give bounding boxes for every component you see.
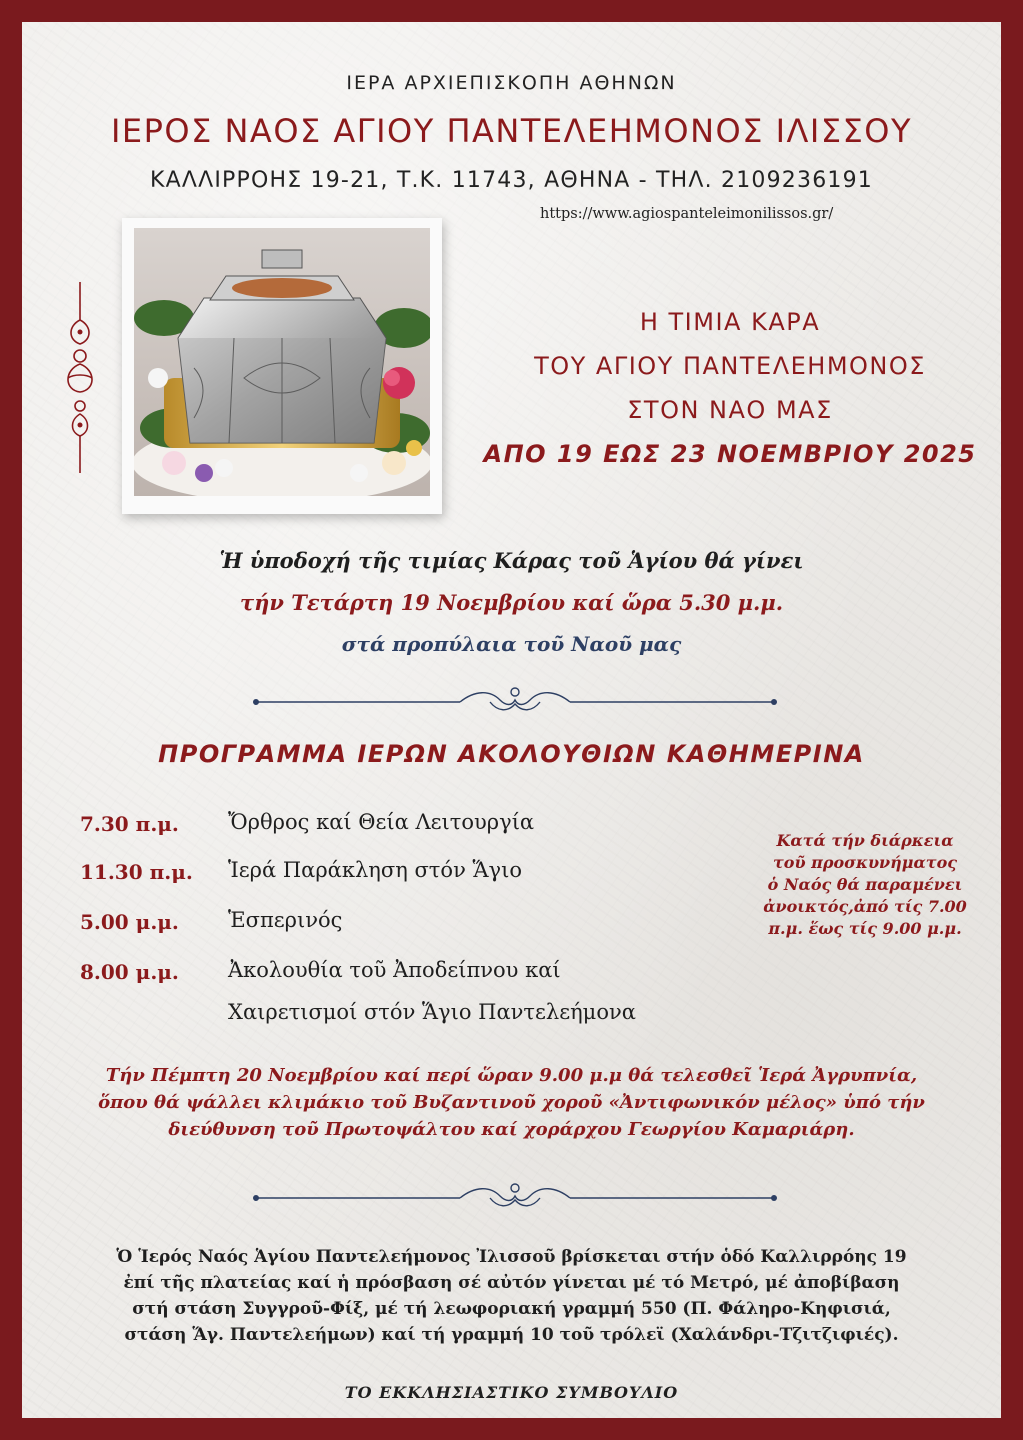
church-address: ΚΑΛΛΙΡΡΟΗΣ 19-21, Τ.Κ. 11743, ΑΘΗΝΑ - ΤΗΛ. 2109236191	[149, 168, 873, 193]
location-line: Ὁ Ἱερός Ναός Ἁγίου Παντελεήμονος Ἰλισσοῦ βρίσκεται στήν ὁδό Καλλιρρόης 19	[116, 1247, 907, 1267]
note-line: Κατά τήν διάρκεια	[776, 831, 954, 850]
church-council-signature: ΤΟ ΕΚΚΛΗΣΙΑΣΤΙΚΟ ΣΥΜΒΟΥΛΙΟ	[344, 1383, 679, 1402]
website-link[interactable]: https://www.agiospanteleimonilissos.gr/	[540, 206, 834, 222]
opening-hours-note	[740, 830, 990, 940]
relic-dates: ΑΠΟ 19 ΕΩΣ 23 ΝΟΕΜΒΡΙΟΥ 2025	[483, 440, 977, 468]
schedule-description: Ἀκολουθία τοῦ Ἀποδείπνου καί	[228, 958, 561, 982]
scroll-ornament-icon	[60, 280, 100, 475]
ornamental-divider-icon	[250, 1176, 780, 1212]
schedule-time: 11.30 π.μ.	[80, 860, 193, 884]
location-directions	[40, 1244, 983, 1348]
schedule-time: 7.30 π.μ.	[80, 812, 179, 836]
relic-title-line2: ΤΟΥ ΑΓΙΟΥ ΠΑΝΤΕΛΕΗΜΟΝΟΣ	[534, 352, 926, 380]
schedule-description: Ἑσπερινός	[228, 908, 343, 932]
location-line: στάση Ἅγ. Παντελεήμων) καί τή γραμμή 10 τοῦ τρόλεϊ (Χαλάνδρι-Τζιτζιφιές).	[124, 1325, 899, 1345]
relic-title-line1: Η ΤΙΜΙΑ ΚΑΡΑ	[639, 308, 821, 336]
reliquary-photo-frame	[122, 218, 442, 514]
location-line: ἐπί τῆς πλατείας καί ἡ πρόσβαση σέ αὐτόν γίνεται μέ τό Μετρό, μέ ἀποβίβαση	[123, 1273, 900, 1293]
schedule-time: 5.00 μ.μ.	[80, 910, 179, 934]
vigil-announcement	[40, 1062, 983, 1143]
schedule-title: ΠΡΟΓΡΑΜΜΑ ΙΕΡΩΝ ΑΚΟΛΟΥΘΙΩΝ ΚΑΘΗΜΕΡΙΝΑ	[158, 740, 865, 768]
note-line: ὁ Ναός θά παραμένει	[767, 875, 963, 894]
schedule-description: Ἱερά Παράκληση στόν Ἅγιο	[228, 858, 522, 882]
vigil-line: ὅπου θά ψάλλει κλιμάκιο τοῦ Βυζαντινοῦ χοροῦ «Ἀντιφωνικόν μέλος» ὑπό τήν	[98, 1092, 925, 1113]
reception-line3: στά προπύλαια τοῦ Ναοῦ μας	[341, 632, 682, 656]
relic-title-line3: ΣΤΟΝ ΝΑΟ ΜΑΣ	[627, 396, 833, 424]
reception-line1: Ἡ ὑποδοχή τῆς τιμίας Κάρας τοῦ Ἁγίου θά γίνει	[219, 548, 804, 573]
schedule-description-continued: Χαιρετισμοί στόν Ἅγιο Παντελεήμονα	[228, 1000, 636, 1024]
note-line: ἀνοικτός,ἀπό τίς 7.00	[763, 897, 967, 916]
reliquary-photo	[134, 228, 430, 496]
ornamental-divider-icon	[250, 680, 780, 716]
church-name: ΙΕΡΟΣ ΝΑΟΣ ΑΓΙΟΥ ΠΑΝΤΕΛΕΗΜΟΝΟΣ ΙΛΙΣΣΟΥ	[110, 112, 913, 150]
reception-line2: τήν Τετάρτη 19 Νοεμβρίου καί ὥρα 5.30 μ.μ.	[239, 590, 784, 615]
schedule-description: Ὄρθρος καί Θεία Λειτουργία	[228, 810, 535, 834]
schedule-time: 8.00 μ.μ.	[80, 960, 179, 984]
archdiocese-title: ΙΕΡΑ ΑΡΧΙΕΠΙΣΚΟΠΗ ΑΘΗΝΩΝ	[346, 72, 677, 94]
vigil-line: διεύθυνση τοῦ Πρωτοψάλτου καί χοράρχου Γεωργίου Καμαριάρη.	[168, 1119, 855, 1140]
location-line: στή στάση Συγγροῦ-Φίξ, μέ τή λεωφοριακή γραμμή 550 (Π. Φάληρο-Κηφισιά,	[132, 1299, 891, 1319]
note-line: π.μ. ἕως τίς 9.00 μ.μ.	[768, 919, 962, 938]
vigil-line: Τήν Πέμπτη 20 Νοεμβρίου καί περί ὥραν 9.00 μ.μ θά τελεσθεῖ Ἱερά Ἀγρυπνία,	[105, 1065, 918, 1086]
note-line: τοῦ προσκυνήματος	[773, 853, 957, 872]
